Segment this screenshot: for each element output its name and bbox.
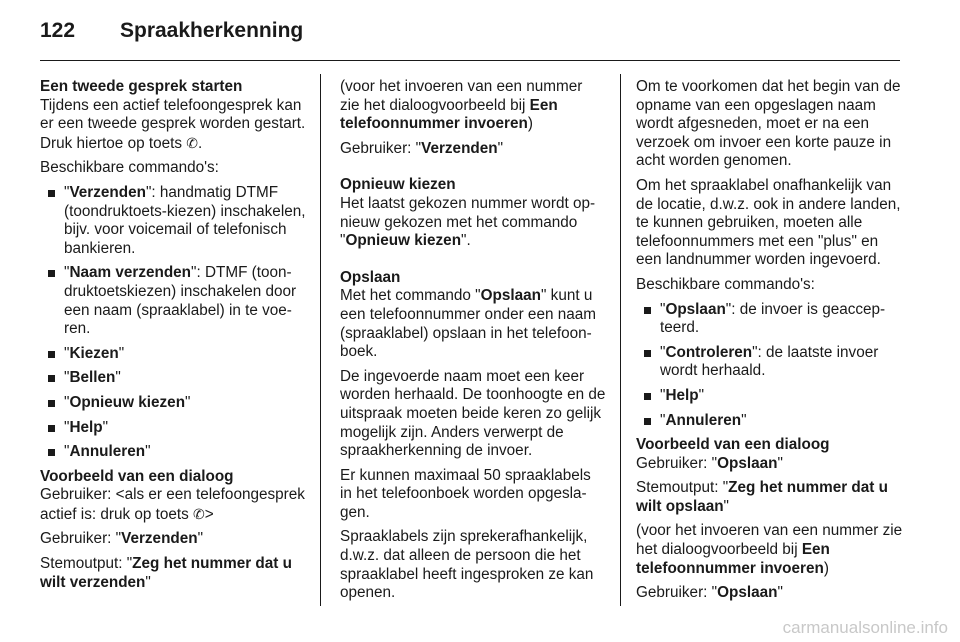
phone-key-icon: ✆ [193,505,205,522]
dialog-user-save: Gebruiker: "Opslaan" [636,584,783,602]
paragraph-speaker-dependent: Spraaklabels zijn sprekerafhankelijk, d.w.z. dat alleen de persoon die het spraaklabel heeft ingesproken ze kan openen. [340,528,594,602]
dialog-voice-output: Stemoutput: "Zeg het nummer dat u wilt verzenden" [40,555,292,591]
paragraph-max-labels: Er kunnen maximaal 50 spraaklabels in het telefoonboek worden opgeslagen. [340,466,591,521]
bullet-icon [644,350,651,357]
page-number: 122 [40,19,76,42]
heading-save: Opslaan [340,268,401,286]
watermark: carmanualsonline.info [782,618,948,637]
heading-second-call: Een tweede gesprek starten [40,78,243,95]
paragraph-save: Met het commando "Opslaan" kunt u een telefoonnummer onder een naam (spraaklabel) opslaan in het telefoonboek. [340,287,596,361]
bullet-icon [48,270,55,277]
list-item: "Help" [40,419,308,438]
list-item: "Controleren": de laatste invoer wordt herhaald. [636,344,904,381]
dialog-voice-output: Stemoutput: "Zeg het nummer dat u wilt opslaan" [636,479,888,515]
list-item: "Verzenden": handmatig DTMF (toondruktoets-kiezen) inschakelen, bijv. voor voicemail of telefonisch bankieren. [40,184,308,258]
page-title: Spraakherkenning [120,19,304,42]
available-commands-label: Beschikbare commando's: [636,275,815,293]
list-item: "Annuleren" [40,443,308,462]
column-2 [340,78,606,609]
list-item: "Opslaan": de invoer is geaccepteerd. [636,301,904,338]
column-divider-2 [620,74,621,606]
list-item: "Annuleren" [636,412,904,431]
list-item: "Kiezen" [40,345,308,364]
bullet-icon [644,418,651,425]
paragraph-country-code: Om het spraaklabel onafhankelijk van de locatie, d.w.z. ook in andere landen, te kunnen gebruiken, moeten alle telefoonnummers met een "plus" en een landnummer worden ingevoerd. [636,176,901,269]
dialog-reference: (voor het invoeren van een nummer zie het dialoogvoorbeeld bij Een telefoonnummer invoeren) [340,78,583,133]
phone-key-icon: ✆ [186,134,198,151]
command-list [40,184,308,462]
bullet-icon [48,400,55,407]
paragraph-redial: Het laatst gekozen nummer wordt opnieuw gekozen met het commando "Opnieuw kiezen". [340,194,596,250]
header-rule [40,60,900,61]
dialog-user-send: Gebruiker: "Verzenden" [40,530,204,548]
paragraph-pause: Om te voorkomen dat het begin van de opname van een opgeslagen naam wordt afgesneden, moet er na een verzoek om invoer een korte pauze in acht worden genomen. [636,78,901,170]
bullet-icon [644,393,651,400]
dialog-user-save: Gebruiker: "Opslaan" [636,454,783,472]
bullet-icon [48,190,55,197]
list-item: "Help" [636,387,904,406]
heading-dialog-example: Voorbeeld van een dialoog [40,467,234,485]
list-item: "Bellen" [40,369,308,388]
command-list [636,301,904,431]
column-divider-1 [320,74,321,606]
dialog-user-line: Gebruiker: <als er een telefoongesprek actief is: druk op toets ✆> [40,486,305,523]
list-item: "Opnieuw kiezen" [40,394,308,413]
heading-dialog-example: Voorbeeld van een dialoog [636,436,830,454]
list-item: "Naam verzenden": DTMF (toondruktoetskiezen) inschakelen door een naam (spraaklabel) in te voeren. [40,264,308,338]
column-1 [40,78,308,598]
available-commands-label: Beschikbare commando's: [40,159,219,177]
bullet-icon [48,375,55,382]
bullet-icon [644,307,651,314]
paragraph-second-call: Tijdens een actief telefoongesprek kan er een tweede gesprek worden gestart. Druk hiertoe op toets ✆. [40,96,306,152]
paragraph-repeat-name: De ingevoerde naam moet een keer worden herhaald. De toonhoogte en de uitspraak moeten beide keren zo gelijk mogelijk zijn. Anders verwerpt de spraakherkenning de invoer. [340,367,606,460]
dialog-reference: (voor het invoeren van een nummer zie het dialoogvoorbeeld bij Een telefoonnummer invoeren) [636,522,903,577]
column-3 [636,78,904,609]
bullet-icon [48,351,55,358]
bullet-icon [48,425,55,432]
bullet-icon [48,449,55,456]
heading-redial: Opnieuw kiezen [340,176,456,194]
dialog-user-send: Gebruiker: "Verzenden" [340,139,504,157]
